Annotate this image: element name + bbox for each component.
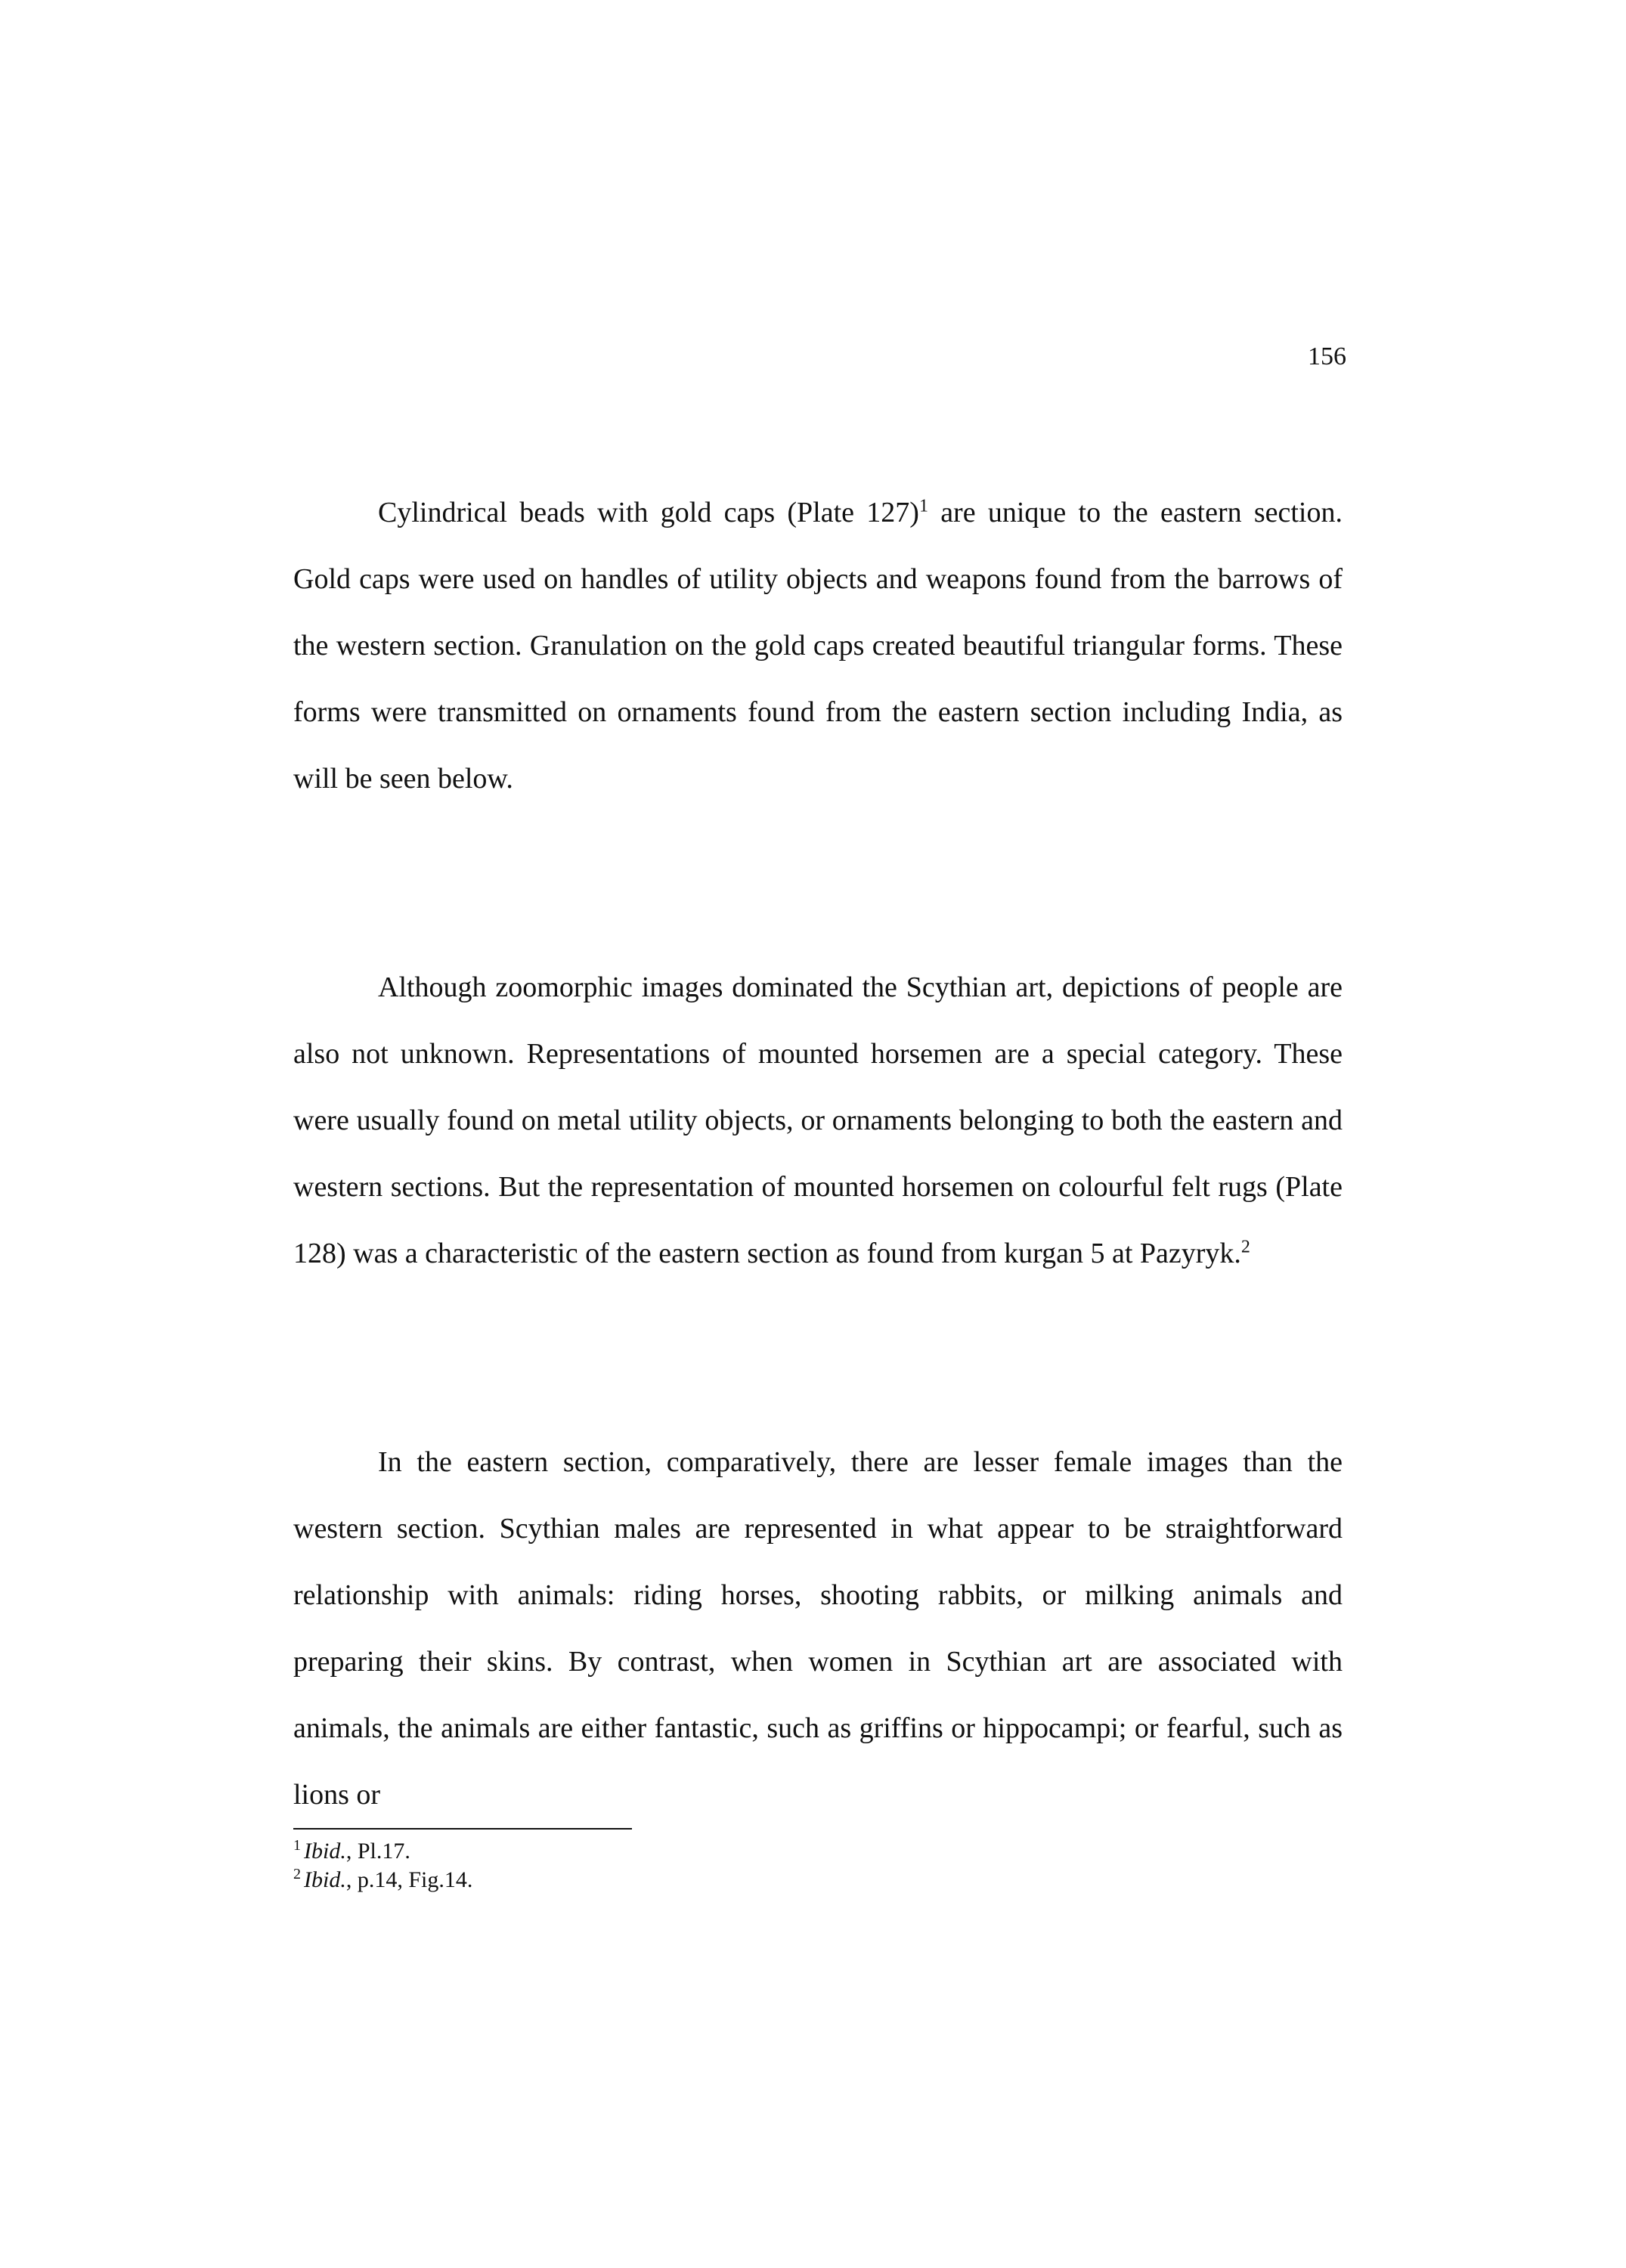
paragraph-2 — [293, 954, 1343, 1287]
footnote-2 — [293, 1866, 472, 1895]
paragraph-text: Cylindrical beads with gold caps (Plate 127) — [378, 497, 919, 528]
footnote-detail: , Pl.17. — [345, 1839, 410, 1864]
paragraph-text: Although zoomorphic images dominated the Scythian art, depictions of people are also not unknown. Representations of mounted horsemen are a special category. These were usually found on metal utility objects, or ornaments belonging to both the eastern and western sections. But the representation of mounted horsemen on colourful felt rugs (Plate 128) was a characteristic of the eastern section as found from kurgan 5 at Pazyryk. — [293, 971, 1343, 1269]
footnote-reference: 1 — [918, 496, 928, 516]
footnote-source: Ibid. — [304, 1839, 346, 1864]
footnote-detail: , p.14, Fig.14. — [345, 1867, 473, 1892]
footnote-reference: 2 — [1240, 1237, 1250, 1257]
page-number: 156 — [1308, 342, 1346, 370]
footnote-divider — [293, 1828, 632, 1830]
footnotes — [293, 1837, 472, 1895]
paragraph-text: are unique to the eastern section. Gold caps were used on handles of utility objects and weapons found from the barrows of the western section. Granulation on the gold caps created beautiful triangular forms. These forms were transmitted on ornaments found from the eastern section including India, as will be seen below. — [293, 497, 1343, 795]
footnote-1 — [293, 1837, 472, 1866]
footnote-mark: 2 — [293, 1866, 301, 1882]
footnote-mark: 1 — [293, 1837, 301, 1854]
paragraph-3 — [293, 1429, 1343, 1828]
paragraph-text: In the eastern section, comparatively, there are lesser female images than the western section. Scythian males are represented in what appear to be straightforward relationship with animals: riding horses, shooting rabbits, or milking animals and preparing their skins. By contrast, when women in Scythian art are associated with animals, the animals are either fantastic, such as griffins or hippocampi; or fearful, such as lions or — [293, 1446, 1343, 1811]
footnote-source: Ibid. — [304, 1867, 346, 1892]
paragraph-1 — [293, 479, 1343, 812]
